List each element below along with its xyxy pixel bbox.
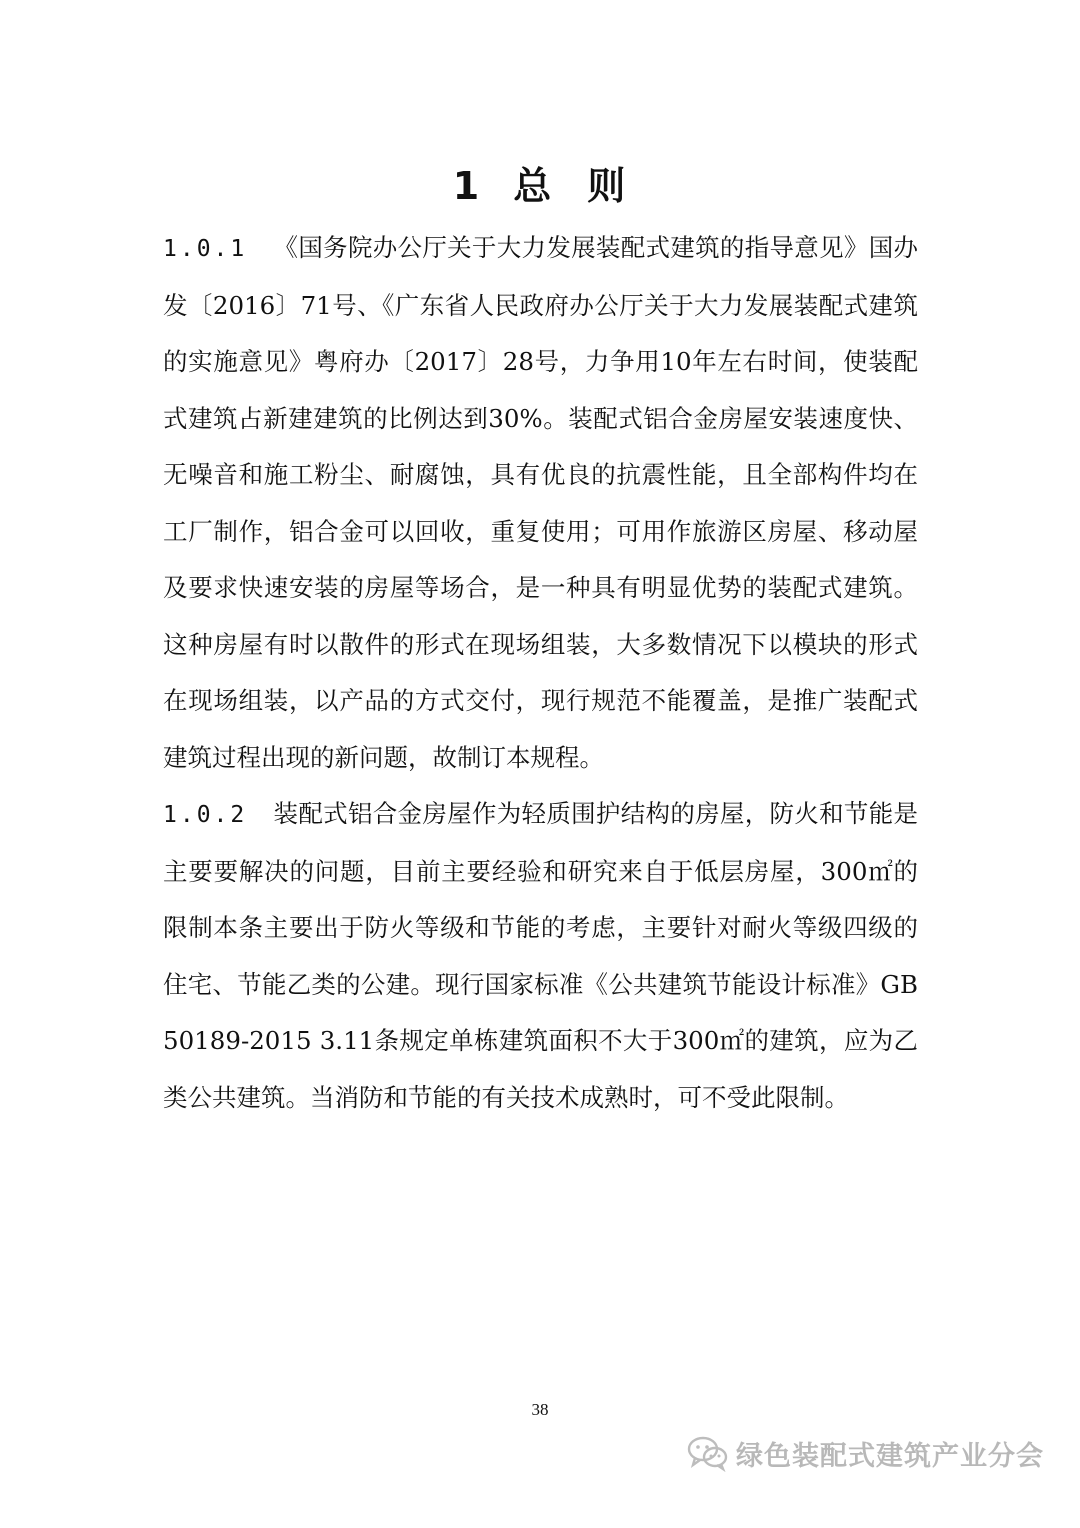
chapter-title-word-2: 则: [587, 164, 628, 209]
chapter-title-word-1: 总: [513, 164, 554, 209]
clause-number: 1.0.2: [163, 802, 248, 828]
chapter-number: 1: [452, 164, 482, 209]
clause-text: 《国务院办公厅关于大力发展装配式建筑的指导意见》国办发〔2016〕71号、《广东省人民政府办公厅关于大力发展装配式建筑的实施意见》粤府办〔2017〕28号，力争用10年左右时间，使装配式建筑占新建建筑的比例达到30%。装配式铝合金房屋安装速度快、无噪音和施工粉尘、耐腐蚀，具有优良的抗震性能，且全部构件均在工厂制作，铝合金可以回收，重复使用；可用作旅游区房屋、移动屋及要求快速安装的房屋等场合，是一种具有明显优势的装配式建筑。这种房屋有时以散件的形式在现场组装，大多数情况下以模块的形式在现场组装，以产品的方式交付，现行规范不能覆盖，是推广装配式建筑过程出现的新问题，故制订本规程。: [163, 233, 918, 772]
clause-text: 装配式铝合金房屋作为轻质围护结构的房屋，防火和节能是主要要解决的问题，目前主要经验和研究来自于低层房屋，300㎡的限制本条主要出于防火等级和节能的考虑，主要针对耐火等级四级的住宅、节能乙类的公建。现行国家标准《公共建筑节能设计标准》GB 50189-2015 3.11条规定单栋建筑面积不大于300㎡的建筑，应为乙类公共建筑。当消防和节能的有关技术成熟时，可不受此限制。: [163, 799, 918, 1112]
watermark: [686, 1428, 1044, 1478]
clause-1-0-2: [163, 786, 918, 1126]
clause-number: 1.0.1: [163, 236, 248, 262]
clause-1-0-1: [163, 220, 918, 786]
page-number: 38: [531, 1400, 549, 1419]
watermark-text: 绿色装配式建筑产业分会: [736, 1440, 1044, 1472]
wechat-icon: [686, 1433, 730, 1473]
document-body: [163, 220, 918, 1126]
chapter-title: [0, 155, 1080, 210]
